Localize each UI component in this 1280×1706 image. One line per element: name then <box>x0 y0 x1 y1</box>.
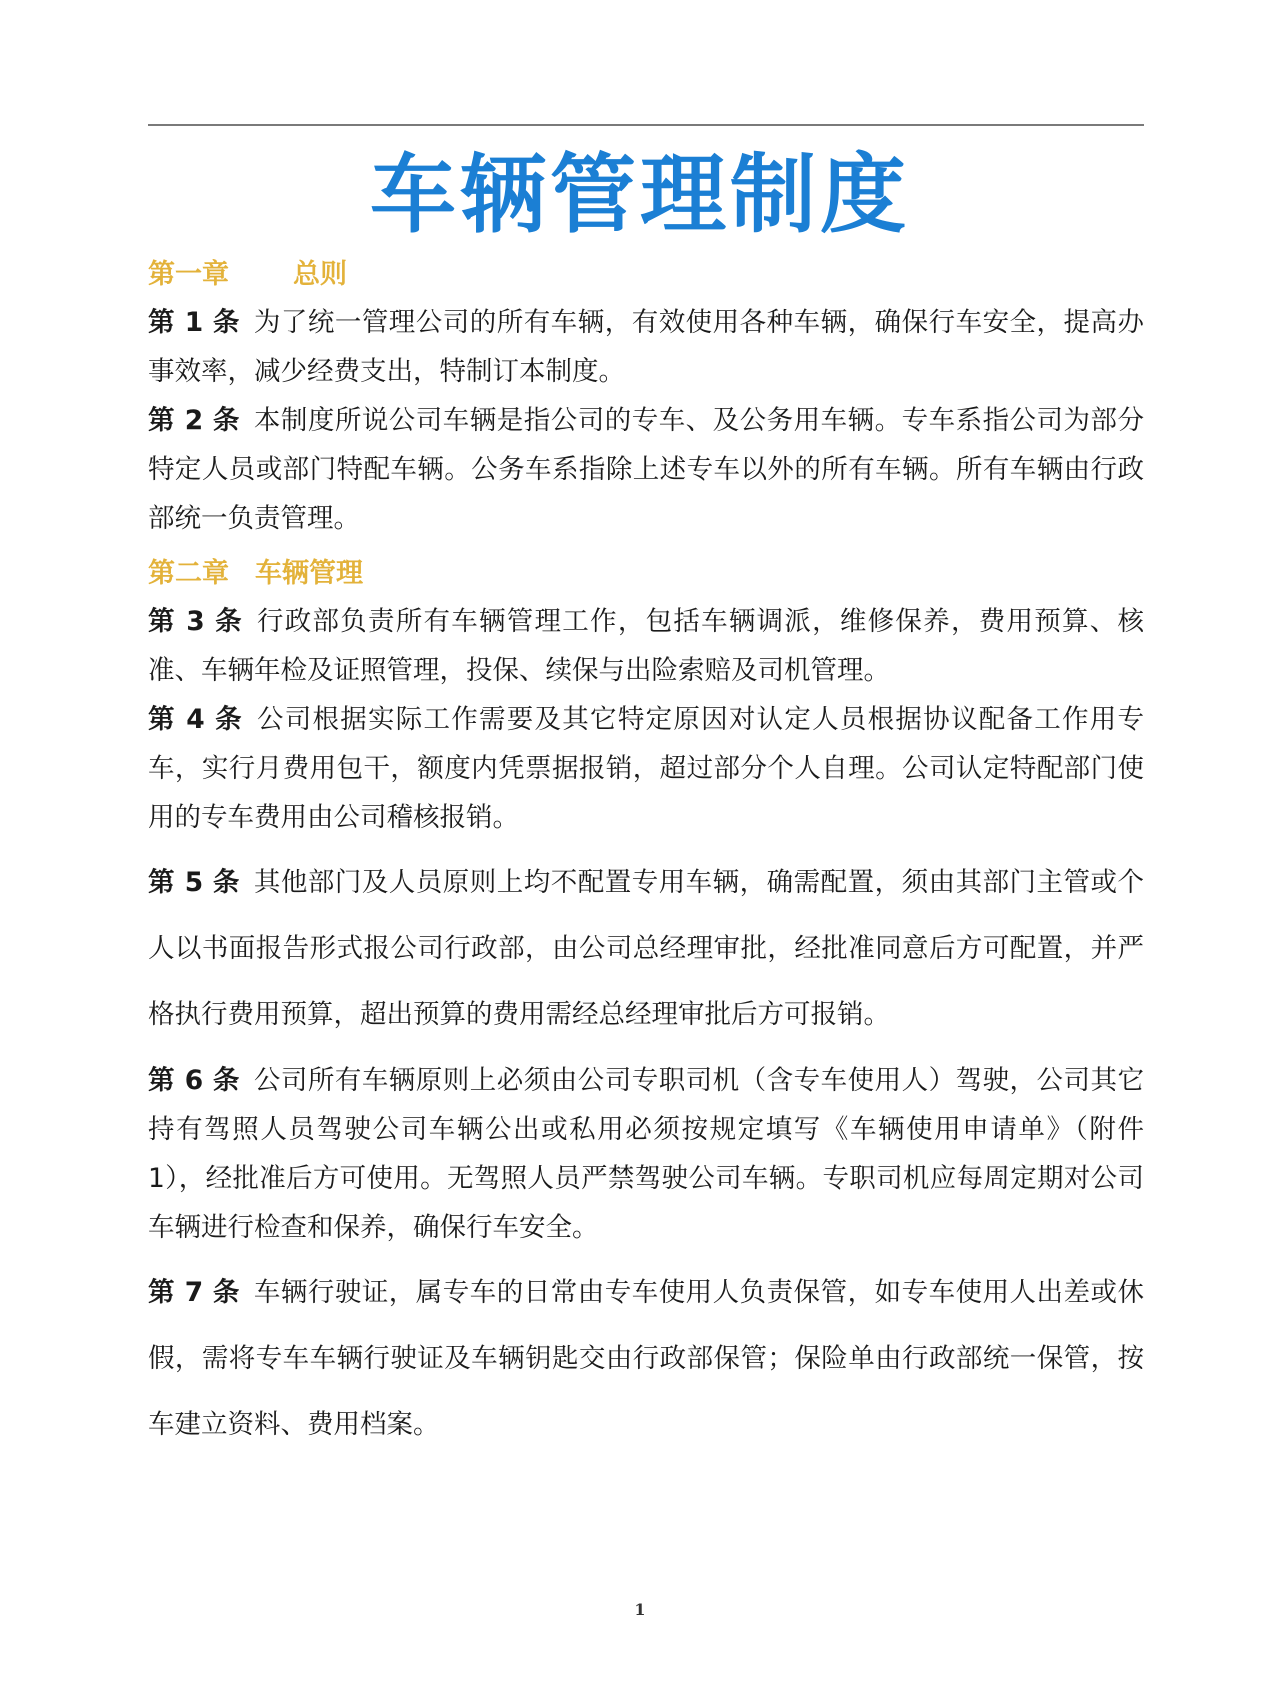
chapter-label: 第一章 <box>148 259 229 290</box>
article-6 <box>148 1056 1144 1252</box>
article-1 <box>148 298 1144 396</box>
article-number: 第 7 条 <box>148 1277 240 1308</box>
chapter-2-heading <box>148 551 1144 597</box>
document-body <box>148 252 1144 1458</box>
article-text: 车辆行驶证，属专车的日常由专车使用人负责保管，如专车使用人出差或休假，需将专车车辆行驶证及车辆钥匙交由行政部保管；保险单由行政部统一保管，按车建立资料、费用档案。 <box>148 1277 1145 1440</box>
article-number: 第 6 条 <box>148 1065 240 1096</box>
article-5 <box>148 850 1144 1048</box>
chapter-label: 第二章 <box>148 558 229 589</box>
article-text: 其他部门及人员原则上均不配置专用车辆，确需配置，须由其部门主管或个人以书面报告形式报公司行政部，由公司总经理审批，经批准同意后方可配置，并严格执行费用预算，超出预算的费用需经总经理审批后方可报销。 <box>148 867 1145 1030</box>
document-title: 车辆管理制度 <box>370 145 910 245</box>
article-4 <box>148 695 1144 842</box>
article-text: 行政部负责所有车辆管理工作，包括车辆调派，维修保养，费用预算、核准、车辆年检及证照管理，投保、续保与出险索赔及司机管理。 <box>148 606 1145 686</box>
article-text: 公司根据实际工作需要及其它特定原因对认定人员根据协议配备工作用专车，实行月费用包干，额度内凭票据报销，超过部分个人自理。公司认定特配部门使用的专车费用由公司稽核报销。 <box>148 704 1145 833</box>
chapter-1-heading <box>148 252 1144 298</box>
header-rule <box>148 124 1144 126</box>
page-number: 1 <box>634 1600 646 1619</box>
chapter-title: 总则 <box>293 259 347 290</box>
article-text: 本制度所说公司车辆是指公司的专车、及公务用车辆。专车系指公司为部分特定人员或部门特配车辆。公务车系指除上述专车以外的所有车辆。所有车辆由行政部统一负责管理。 <box>148 405 1145 534</box>
article-number: 第 5 条 <box>148 867 240 898</box>
article-number: 第 2 条 <box>148 405 240 436</box>
article-number: 第 4 条 <box>148 704 243 735</box>
article-number: 第 3 条 <box>148 606 243 637</box>
article-text: 公司所有车辆原则上必须由公司专职司机（含专车使用人）驾驶，公司其它持有驾照人员驾驶公司车辆公出或私用必须按规定填写《车辆使用申请单》（附件 1），经批准后方可使用。无驾照人员严禁驾驶公司车辆。专职司机应每周定期对公司车辆进行检查和保养，确保行车安全。 <box>148 1065 1145 1243</box>
article-number: 第 1 条 <box>148 307 240 338</box>
article-text: 为了统一管理公司的所有车辆，有效使用各种车辆，确保行车安全，提高办事效率，减少经费支出，特制订本制度。 <box>148 307 1145 387</box>
article-2 <box>148 396 1144 543</box>
article-7 <box>148 1260 1144 1458</box>
article-3 <box>148 597 1144 695</box>
chapter-title: 车辆管理 <box>255 558 363 589</box>
